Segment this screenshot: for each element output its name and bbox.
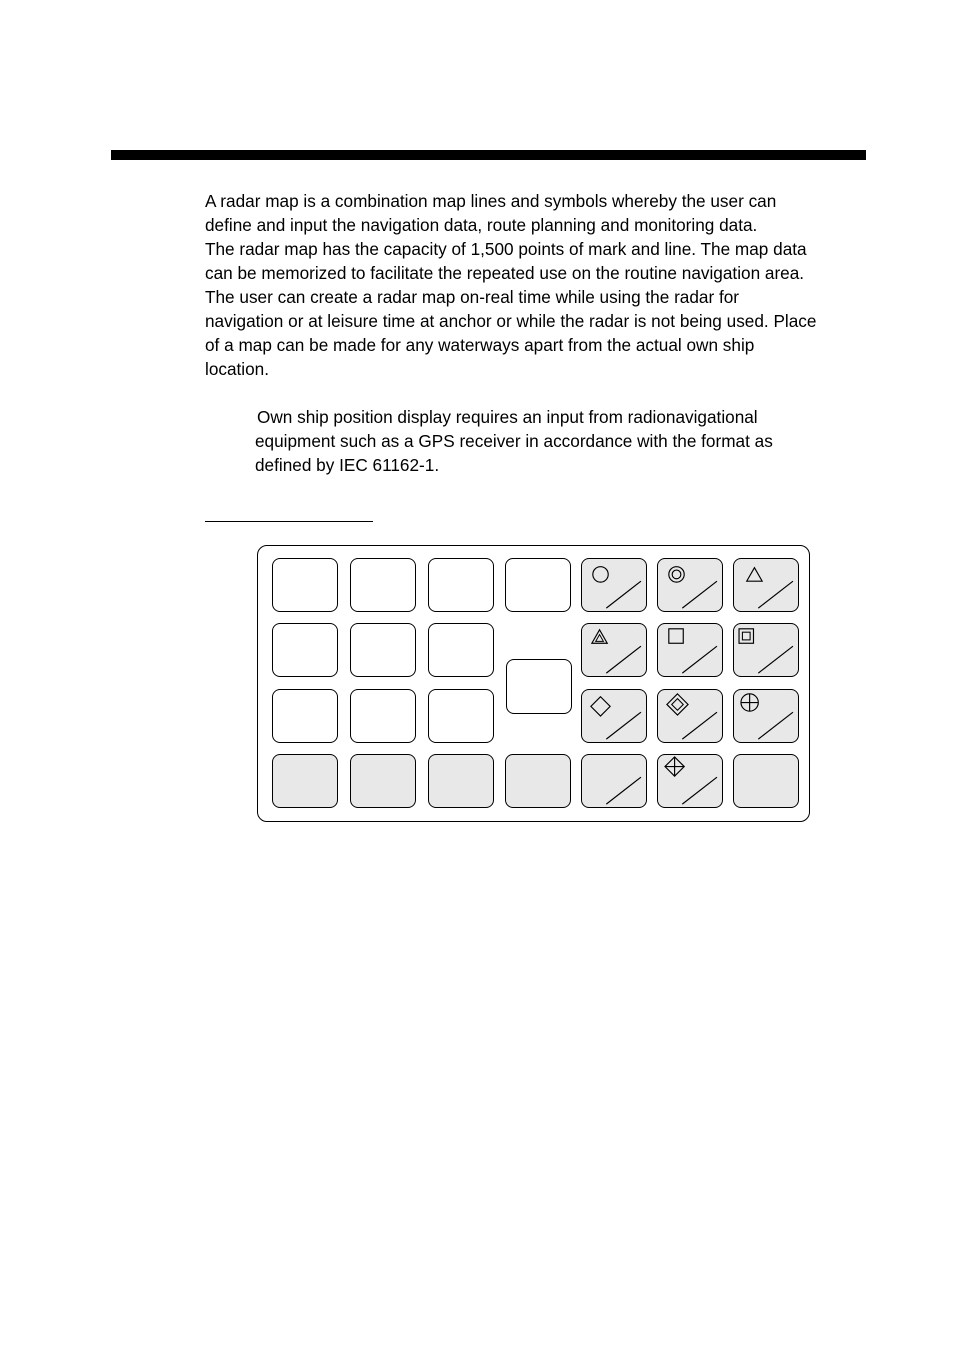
triangle-symbol-icon bbox=[734, 559, 798, 611]
diamond-symbol-icon bbox=[582, 690, 646, 742]
keypad-key-r1c2[interactable] bbox=[350, 558, 416, 612]
keypad-key-r3c6[interactable] bbox=[657, 689, 723, 743]
keypad-key-r2c6[interactable] bbox=[657, 623, 723, 677]
keypad-key-r2c5[interactable] bbox=[581, 623, 647, 677]
keypad-key-r3c1[interactable] bbox=[272, 689, 338, 743]
keypad-key-r2c3[interactable] bbox=[428, 623, 494, 677]
paragraph-line: of a map can be made for any waterways apart from the actual own ship bbox=[205, 335, 755, 355]
keypad-key-r2c1[interactable] bbox=[272, 623, 338, 677]
paragraph-line: The user can create a radar map on-real time while using the radar for bbox=[205, 287, 740, 307]
keypad-key-r3c7[interactable] bbox=[733, 689, 799, 743]
crossed-circle-symbol-icon bbox=[734, 690, 798, 742]
key-face bbox=[429, 624, 493, 676]
keypad-key-r3c2[interactable] bbox=[350, 689, 416, 743]
key-face bbox=[351, 755, 415, 807]
intro-paragraph bbox=[205, 189, 870, 381]
keypad-key-r4c3[interactable] bbox=[428, 754, 494, 808]
key-face bbox=[273, 755, 337, 807]
keypad-key-center[interactable] bbox=[506, 659, 572, 714]
keypad-key-r4c2[interactable] bbox=[350, 754, 416, 808]
keypad-key-r4c6[interactable] bbox=[657, 754, 723, 808]
key-face bbox=[734, 755, 798, 807]
keypad-key-r2c2[interactable] bbox=[350, 623, 416, 677]
header-rule bbox=[111, 150, 866, 160]
keypad-key-r4c7[interactable] bbox=[733, 754, 799, 808]
key-face bbox=[351, 559, 415, 611]
double-square-symbol-icon bbox=[734, 624, 798, 676]
note-line: Own ship position display requires an input from radionavigational bbox=[257, 407, 758, 427]
keypad-key-r4c1[interactable] bbox=[272, 754, 338, 808]
key-face bbox=[506, 755, 570, 807]
keypad-key-r2c7[interactable] bbox=[733, 623, 799, 677]
note-line: defined by IEC 61162-1. bbox=[255, 455, 440, 475]
key-face bbox=[351, 624, 415, 676]
paragraph-line: A radar map is a combination map lines and symbols whereby the user can bbox=[205, 191, 777, 211]
figure-caption-underline bbox=[205, 521, 373, 522]
radar-map-keypad bbox=[257, 545, 810, 822]
key-face bbox=[506, 559, 570, 611]
keypad-key-r1c5[interactable] bbox=[581, 558, 647, 612]
crossed-diamond-symbol-icon bbox=[658, 755, 722, 807]
key-face bbox=[429, 559, 493, 611]
key-face bbox=[273, 559, 337, 611]
paragraph-line: navigation or at leisure time at anchor or while the radar is not being used. Place bbox=[205, 311, 817, 331]
key-face bbox=[429, 755, 493, 807]
keypad-key-r1c1[interactable] bbox=[272, 558, 338, 612]
keypad-key-r1c4[interactable] bbox=[505, 558, 571, 612]
keypad-key-r1c7[interactable] bbox=[733, 558, 799, 612]
double-circle-symbol-icon bbox=[658, 559, 722, 611]
double-diamond-symbol-icon bbox=[658, 690, 722, 742]
keypad-key-r3c5[interactable] bbox=[581, 689, 647, 743]
double-triangle-symbol-icon bbox=[582, 624, 646, 676]
paragraph-line: define and input the navigation data, route planning and monitoring data. bbox=[205, 215, 758, 235]
key-face bbox=[582, 755, 646, 807]
keypad-key-r1c6[interactable] bbox=[657, 558, 723, 612]
keypad-key-r4c5[interactable] bbox=[581, 754, 647, 808]
note-paragraph bbox=[255, 405, 855, 477]
square-symbol-icon bbox=[658, 624, 722, 676]
key-face bbox=[429, 690, 493, 742]
keypad-key-r4c4[interactable] bbox=[505, 754, 571, 808]
key-face bbox=[507, 660, 571, 713]
keypad-key-r3c3[interactable] bbox=[428, 689, 494, 743]
paragraph-line: The radar map has the capacity of 1,500 points of mark and line. The map data bbox=[205, 239, 807, 259]
keypad-key-r1c3[interactable] bbox=[428, 558, 494, 612]
note-line: equipment such as a GPS receiver in accordance with the format as bbox=[255, 431, 773, 451]
key-face bbox=[273, 690, 337, 742]
paragraph-line: location. bbox=[205, 359, 270, 379]
paragraph-line: can be memorized to facilitate the repeated use on the routine navigation area. bbox=[205, 263, 805, 283]
key-face bbox=[273, 624, 337, 676]
key-face bbox=[351, 690, 415, 742]
circle-symbol-icon bbox=[582, 559, 646, 611]
